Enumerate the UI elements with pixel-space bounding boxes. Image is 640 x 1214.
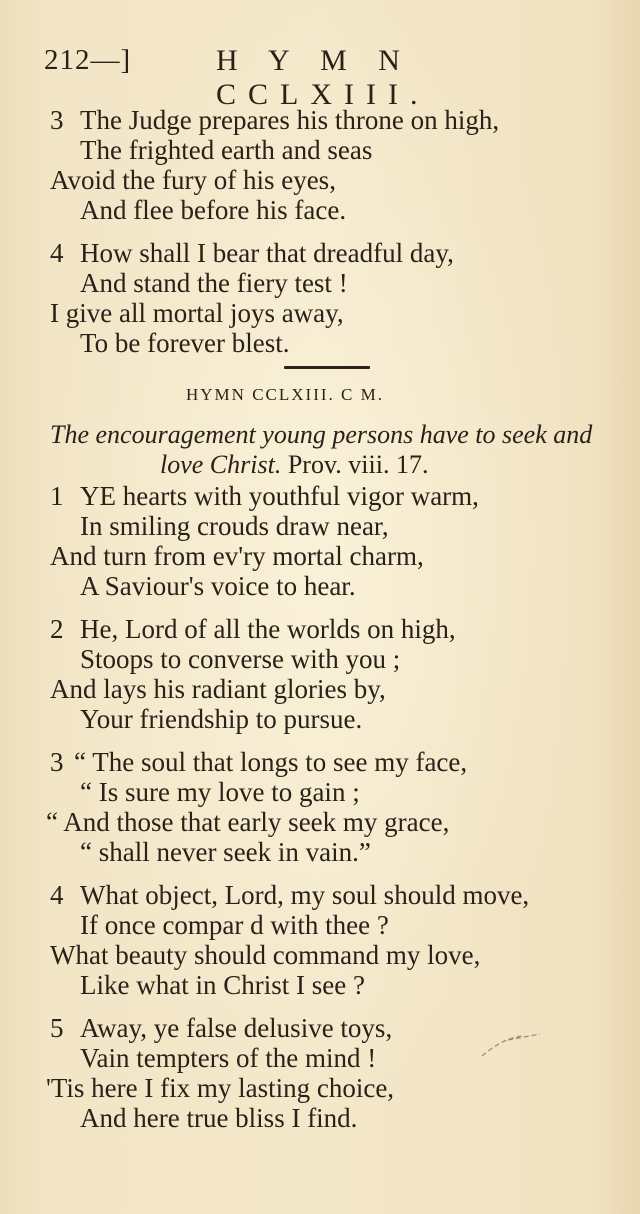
stanza-number: 1 [50, 481, 64, 511]
verse-line: “ shall never seek in vain.” [80, 837, 371, 867]
verse-line: Avoid the fury of his eyes, [50, 165, 336, 195]
pencil-mark [478, 1024, 548, 1064]
hymn-subtitle-italic: The encouragement young persons have to seek and [50, 420, 593, 449]
verse-line: Vain tempters of the mind ! [80, 1043, 377, 1073]
stanza-number: 5 [50, 1013, 64, 1043]
hymn-title: HYMN CCLXIII. C M. [186, 385, 384, 404]
verse-line: What object, Lord, my soul should move, [80, 880, 530, 910]
stanza-number: 3 [50, 105, 64, 135]
verse-line: Stoops to converse with you ; [80, 644, 401, 674]
verse-line: And flee before his face. [80, 195, 347, 225]
verse-line: The frighted earth and seas [80, 135, 373, 165]
verse-line: In smiling crouds draw near, [80, 511, 389, 541]
verse-line: YE hearts with youthful vigor warm, [80, 481, 479, 511]
verse-line: “ The soul that longs to see my face, [74, 747, 468, 777]
verse-line: I give all mortal joys away, [50, 298, 344, 328]
hymn-subtitle-italic: love Christ. [160, 450, 282, 479]
running-head: H Y M N CCLXIII. [216, 44, 430, 111]
verse-line: And stand the fiery test ! [80, 268, 348, 298]
scripture-reference: Prov. viii. 17. [287, 450, 429, 479]
page-header [44, 44, 604, 111]
verse-line: And turn from ev'ry mortal charm, [50, 541, 424, 571]
verse-line: If once compar d with thee ? [80, 910, 389, 940]
stanza-number: 3 [50, 747, 64, 777]
verse-line: 'Tis here I fix my lasting choice, [46, 1073, 395, 1103]
page-number: 212—] [44, 44, 132, 76]
verse-line: And lays his radiant glories by, [50, 674, 386, 704]
verse-line: He, Lord of all the worlds on high, [80, 614, 456, 644]
verse-line: “ And those that early seek my grace, [46, 807, 450, 837]
verse-line: A Saviour's voice to hear. [80, 571, 356, 601]
verse-line: Away, ye false delusive toys, [80, 1013, 393, 1043]
verse-line: To be forever blest. [80, 328, 290, 358]
verse-line: “ Is sure my love to gain ; [80, 777, 360, 807]
hymn-subtitle-line-1 [50, 420, 592, 450]
verse-line: Like what in Christ I see ? [80, 970, 365, 1000]
verse-line: How shall I bear that dreadful day, [80, 238, 454, 268]
stanza-number: 4 [50, 880, 64, 910]
verse-line: What beauty should command my love, [50, 940, 481, 970]
verse-line: The Judge prepares his throne on high, [80, 105, 500, 135]
hymn-subtitle-line-2 [160, 450, 428, 480]
verse-line: And here true bliss I find. [80, 1103, 358, 1133]
verse-line: Your friendship to pursue. [80, 704, 363, 734]
stanza-number: 4 [50, 238, 64, 268]
stanza-number: 2 [50, 614, 64, 644]
section-divider [284, 366, 370, 369]
